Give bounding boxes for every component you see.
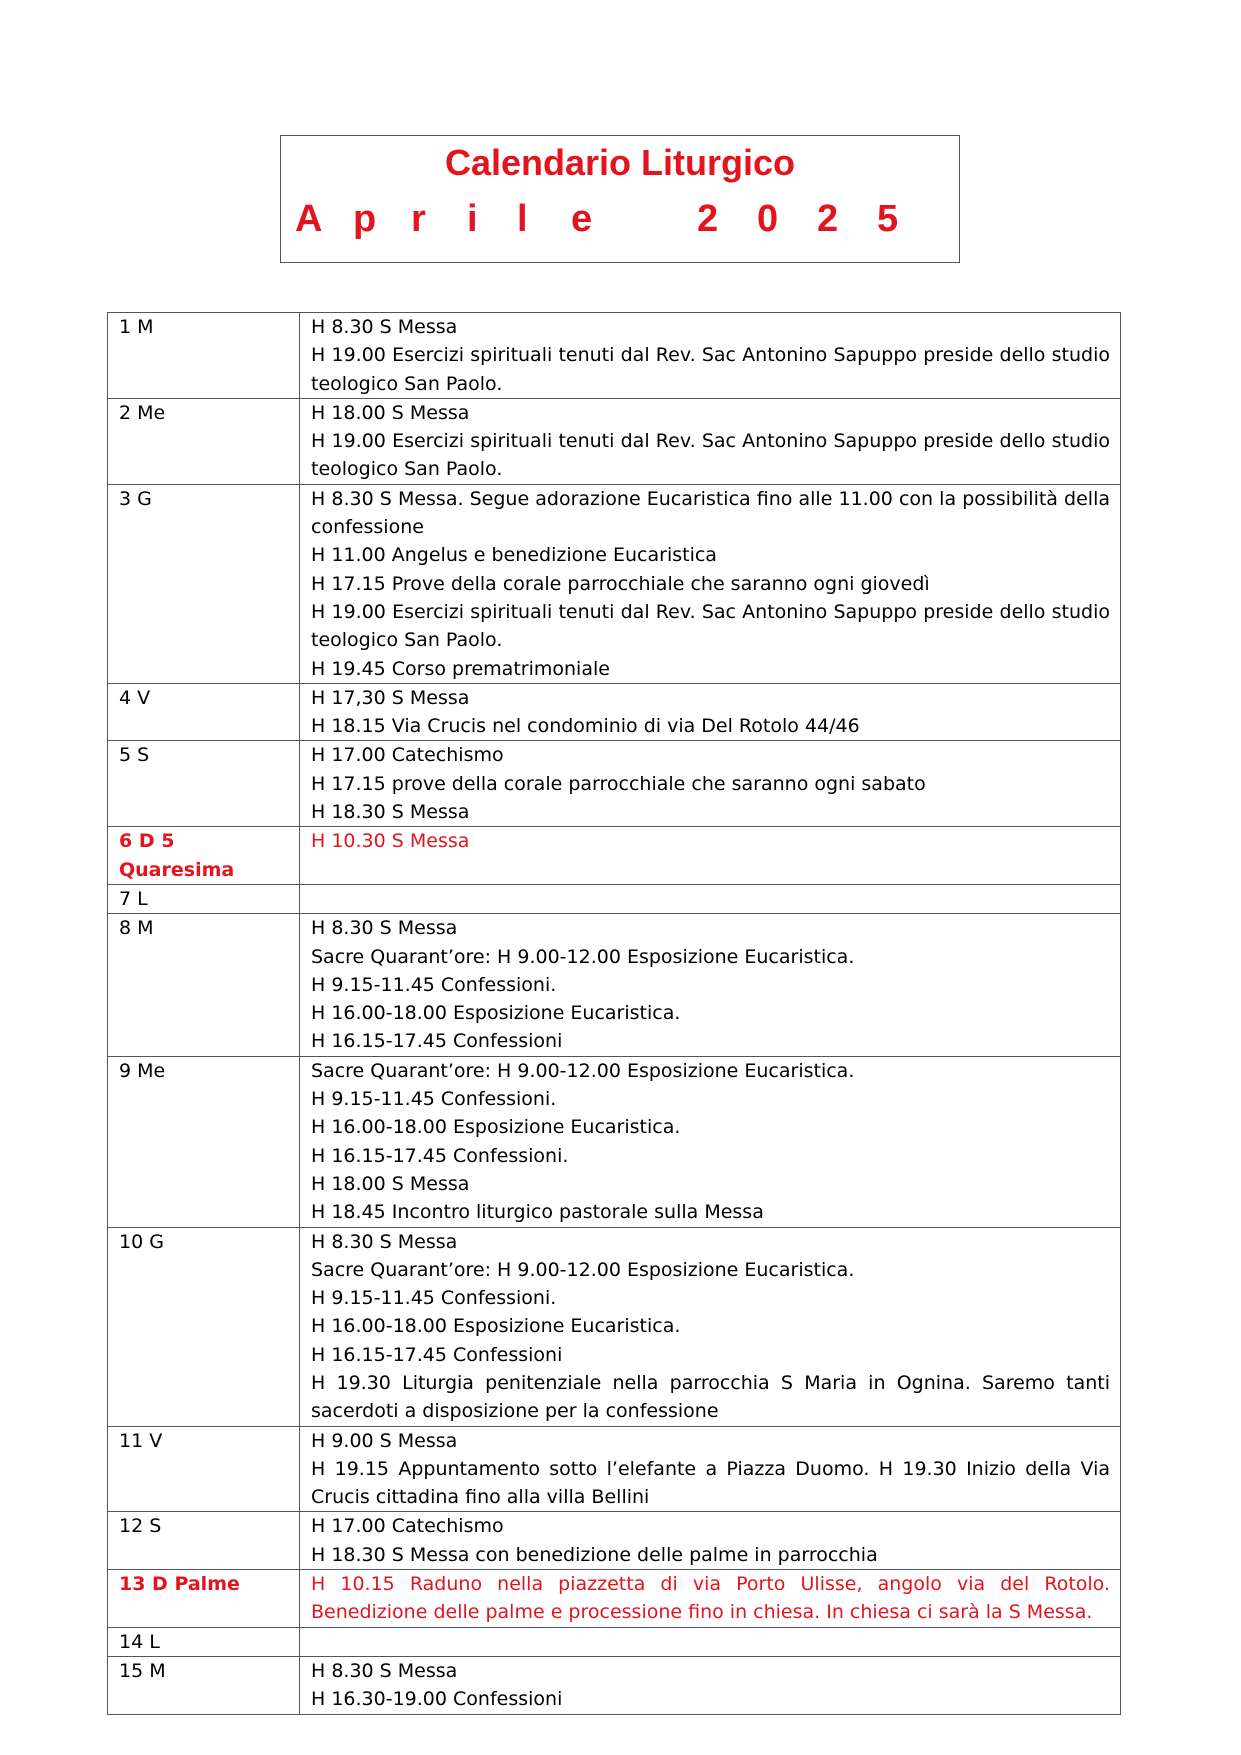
event-line: H 18.15 Via Crucis nel condominio di via Del Rotolo 44/46 xyxy=(311,715,860,738)
title-box xyxy=(280,135,960,263)
events-cell xyxy=(300,1656,1121,1714)
event-line: H 18.30 S Messa xyxy=(311,801,470,824)
event-line: H 18.00 S Messa xyxy=(311,1172,470,1195)
event-line: H 8.30 S Messa xyxy=(311,1230,458,1253)
events-cell xyxy=(300,1627,1121,1656)
events-cell xyxy=(300,1570,1121,1628)
day-cell: 4 V xyxy=(108,683,300,741)
event-line: H 19.00 Esercizi spirituali tenuti dal Rev. Sac Antonino Sapuppo preside dello studio teologico San Paolo. xyxy=(311,344,1110,395)
day-cell: 5 S xyxy=(108,741,300,827)
event-line: H 19.00 Esercizi spirituali tenuti dal Rev. Sac Antonino Sapuppo preside dello studio teologico San Paolo. xyxy=(311,600,1110,652)
day-cell: 10 G xyxy=(108,1227,300,1426)
day-cell: 12 S xyxy=(108,1512,300,1570)
calendar-row xyxy=(108,484,1121,683)
events-cell xyxy=(300,1512,1121,1570)
calendar-row xyxy=(108,1570,1121,1628)
event-line: H 9.00 S Messa xyxy=(311,1429,458,1452)
month-letter: r xyxy=(411,198,426,240)
events-cell xyxy=(300,683,1121,741)
event-line: Sacre Quarant’ore: H 9.00-12.00 Esposizione Eucaristica. xyxy=(311,1059,855,1082)
event-line: H 17.15 Prove della corale parrocchiale che saranno ogni giovedì xyxy=(311,572,930,595)
calendar-row xyxy=(108,1056,1121,1227)
month-letter: l xyxy=(517,198,528,240)
event-line: H 10.30 S Messa xyxy=(311,830,470,853)
day-cell: 8 M xyxy=(108,914,300,1056)
event-line: H 19.45 Corso prematrimoniale xyxy=(311,657,610,680)
events-cell xyxy=(300,884,1121,913)
calendar-row xyxy=(108,313,1121,399)
events-cell xyxy=(300,484,1121,683)
event-line: H 19.30 Liturgia penitenziale nella parrocchia S Maria in Ognina. Saremo tanti sacerdoti a disposizione per la confessione xyxy=(311,1371,1110,1423)
calendar-row xyxy=(108,741,1121,827)
page-title: Calendario Liturgico xyxy=(444,142,796,183)
events-cell xyxy=(300,1056,1121,1227)
events-cell xyxy=(300,1227,1121,1426)
calendar-row xyxy=(108,1627,1121,1656)
month-letter: p xyxy=(353,198,377,240)
month-letter: A xyxy=(295,198,323,240)
event-line: H 8.30 S Messa xyxy=(311,316,458,338)
event-line: H 9.15-11.45 Confessioni. xyxy=(311,1287,557,1310)
events-cell xyxy=(300,914,1121,1056)
event-line: Sacre Quarant’ore: H 9.00-12.00 Esposizione Eucaristica. xyxy=(311,945,855,968)
month-letter: i xyxy=(467,198,478,240)
calendar-row xyxy=(108,1656,1121,1714)
year-digit: 2 xyxy=(817,198,839,240)
calendar-row xyxy=(108,827,1121,885)
day-cell: 2 Me xyxy=(108,398,300,484)
event-line: H 9.15-11.45 Confessioni. xyxy=(311,1088,557,1111)
events-cell xyxy=(300,313,1121,399)
calendar-row xyxy=(108,884,1121,913)
calendar-row xyxy=(108,1227,1121,1426)
day-cell: 15 M xyxy=(108,1656,300,1714)
events-cell xyxy=(300,1426,1121,1512)
event-line: H 16.15-17.45 Confessioni xyxy=(311,1030,563,1053)
calendar-row xyxy=(108,914,1121,1056)
event-line: H 17.00 Catechismo xyxy=(311,744,504,767)
month-letter: e xyxy=(571,198,593,240)
event-line: H 16.15-17.45 Confessioni xyxy=(311,1343,563,1366)
event-line: H 9.15-11.45 Confessioni. xyxy=(311,973,557,996)
event-line: H 16.00-18.00 Esposizione Eucaristica. xyxy=(311,1116,681,1139)
year-digit: 2 xyxy=(697,198,719,240)
event-line: H 10.15 Raduno nella piazzetta di via Porto Ulisse, angolo via del Rotolo. Benedizione delle palme e processione fino in chiesa. In chiesa ci sarà la S Messa. xyxy=(311,1573,1110,1624)
day-cell: 14 L xyxy=(108,1627,300,1656)
event-line: H 8.30 S Messa xyxy=(311,917,458,940)
event-line: H 18.45 Incontro liturgico pastorale sulla Messa xyxy=(311,1201,764,1224)
event-line: H 17,30 S Messa xyxy=(311,686,470,709)
events-cell xyxy=(300,827,1121,885)
events-cell xyxy=(300,741,1121,827)
event-line: H 17.00 Catechismo xyxy=(311,1515,504,1538)
event-line: H 17.15 prove della corale parrocchiale che saranno ogni sabato xyxy=(311,772,926,795)
year-digit: 5 xyxy=(877,198,899,240)
calendar-body xyxy=(108,313,1121,1715)
day-cell: 9 Me xyxy=(108,1056,300,1227)
events-cell xyxy=(300,398,1121,484)
event-line: H 16.15-17.45 Confessioni. xyxy=(311,1144,569,1167)
event-line: H 16.30-19.00 Confessioni xyxy=(311,1688,563,1711)
day-cell: 3 G xyxy=(108,484,300,683)
event-line: H 16.00-18.00 Esposizione Eucaristica. xyxy=(311,1315,681,1338)
day-cell: 1 M xyxy=(108,313,300,399)
calendar-row xyxy=(108,1512,1121,1570)
day-cell: 7 L xyxy=(108,884,300,913)
event-line: H 8.30 S Messa xyxy=(311,1659,458,1682)
day-cell: 6 D 5 Quaresima xyxy=(108,827,300,885)
event-line: H 19.00 Esercizi spirituali tenuti dal Rev. Sac Antonino Sapuppo preside dello studio teologico San Paolo. xyxy=(311,430,1110,481)
calendar-table xyxy=(107,312,1121,1715)
calendar-row xyxy=(108,398,1121,484)
event-line: H 19.15 Appuntamento sotto l’elefante a Piazza Duomo. H 19.30 Inizio della Via Crucis cittadina fino alla villa Bellini xyxy=(311,1457,1110,1509)
event-line: H 8.30 S Messa. Segue adorazione Eucaristica fino alle 11.00 con la possibilità della confessione xyxy=(311,487,1110,539)
event-line: Sacre Quarant’ore: H 9.00-12.00 Esposizione Eucaristica. xyxy=(311,1258,855,1281)
calendar-row xyxy=(108,1426,1121,1512)
event-line: H 16.00-18.00 Esposizione Eucaristica. xyxy=(311,1002,681,1025)
day-cell: 11 V xyxy=(108,1426,300,1512)
event-line: H 18.30 S Messa con benedizione delle palme in parrocchia xyxy=(311,1543,878,1566)
calendar-row xyxy=(108,683,1121,741)
day-cell: 13 D Palme xyxy=(108,1570,300,1628)
event-line: H 11.00 Angelus e benedizione Eucaristica xyxy=(311,544,717,567)
year-digit: 0 xyxy=(757,198,779,240)
event-line: H 18.00 S Messa xyxy=(311,401,470,424)
